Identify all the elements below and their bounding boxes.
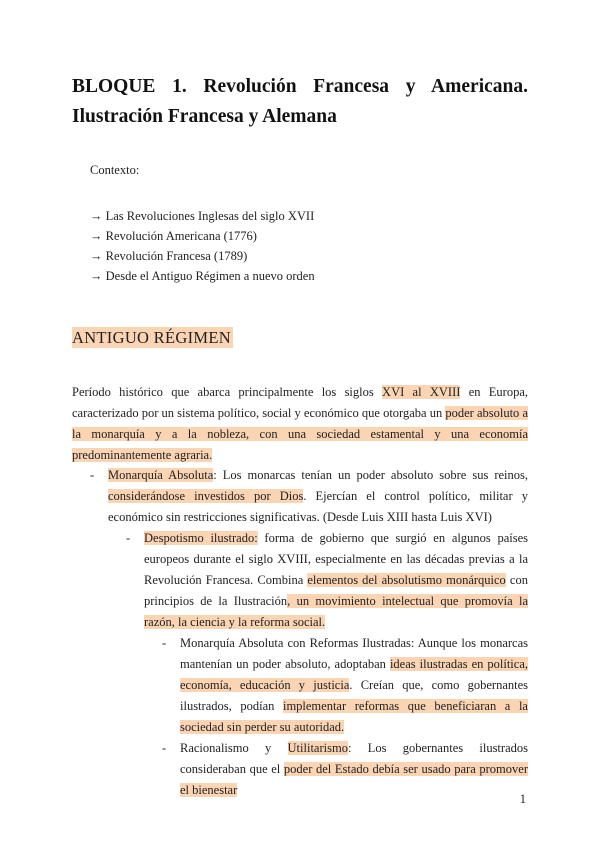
bullet-highlight: Utilitarismo <box>287 741 348 755</box>
intro-text: en Europa, caracterizado por un sistema político, social y económico que otorgaba un <box>72 385 529 420</box>
bullet-highlight: implementar reformas que beneficiaran a la sociedad sin perder su autoridad. <box>180 699 528 734</box>
bullet-text: con principios de la Ilustración <box>144 573 528 608</box>
context-item: → Revolución Francesa (1789) <box>90 249 248 263</box>
intro-paragraph <box>72 382 528 466</box>
bullet-racionalismo <box>180 738 528 801</box>
bullet-text: forma de gobierno que surgió en algunos países europeos durante el siglo XVIII, especialmente en las décadas previas a la Revolución Francesa. Combina <box>144 531 528 587</box>
bullet-text: : Los monarcas tenían un poder absoluto sobre sus reinos, <box>213 468 528 482</box>
context-item: → Desde el Antiguo Régimen a nuevo orden <box>90 269 315 283</box>
bullet-text: Racionalismo y <box>180 741 288 755</box>
bullet-text: . Ejercían el control político, militar y económico sin restricciones significativas. (Desde Luis XIII hasta Luis XVI) <box>108 489 528 524</box>
section-heading-text: ANTIGUO RÉGIMEN <box>72 328 231 347</box>
bullet-text: Monarquía Absoluta con Reformas Ilustradas: Aunque los monarcas mantenían un poder absoluto, adoptaban <box>180 636 528 671</box>
intro-text: Período histórico que abarca principalmente los siglos <box>72 385 383 399</box>
bullet-highlight: considerándose investidos por Dios <box>108 489 304 503</box>
context-list <box>90 206 315 286</box>
bullet-dash: - <box>126 531 131 545</box>
bullet-highlight: poder del Estado debía ser usado para promover el bienestar <box>180 762 528 797</box>
bullet-reformas-ilustradas <box>180 633 528 738</box>
intro-highlight: XVI al XVIII <box>382 385 461 399</box>
bullet-text: . Creían que, como gobernantes ilustrados, podían <box>180 678 528 713</box>
context-item: → Las Revoluciones Inglesas del siglo XVII <box>90 209 315 223</box>
bullet-highlight: ideas ilustradas en política, economía, educación y justicia <box>180 657 528 692</box>
bullet-monarquia-absoluta <box>108 465 528 528</box>
bullet-text: : Los gobernantes ilustrados consideraban que el <box>180 741 528 776</box>
bullet-highlight: Monarquía Absoluta <box>108 468 214 482</box>
bullet-highlight: , un movimiento intelectual que promovía la razón, la ciencia y la reforma social. <box>144 594 528 629</box>
page-number: 1 <box>519 792 526 806</box>
section-heading <box>72 328 233 348</box>
bullet-dash: - <box>162 741 167 755</box>
page-title: BLOQUE 1. Revolución Francesa y Americana. Ilustración Francesa y Alemana <box>72 76 528 127</box>
bullet-dash: - <box>162 636 167 650</box>
context-label: Contexto: <box>90 163 140 177</box>
context-item: → Revolución Americana (1776) <box>90 229 257 243</box>
bullet-highlight: elementos del absolutismo monárquico <box>307 573 506 587</box>
intro-highlight: poder absoluto a la monarquía y a la nobleza, con una sociedad estamental y una economía predominantemente agraria. <box>72 406 528 462</box>
bullet-despotismo-ilustrado <box>144 528 528 633</box>
bullet-dash: - <box>90 468 95 482</box>
bullet-highlight: Despotismo ilustrado: <box>144 531 258 545</box>
